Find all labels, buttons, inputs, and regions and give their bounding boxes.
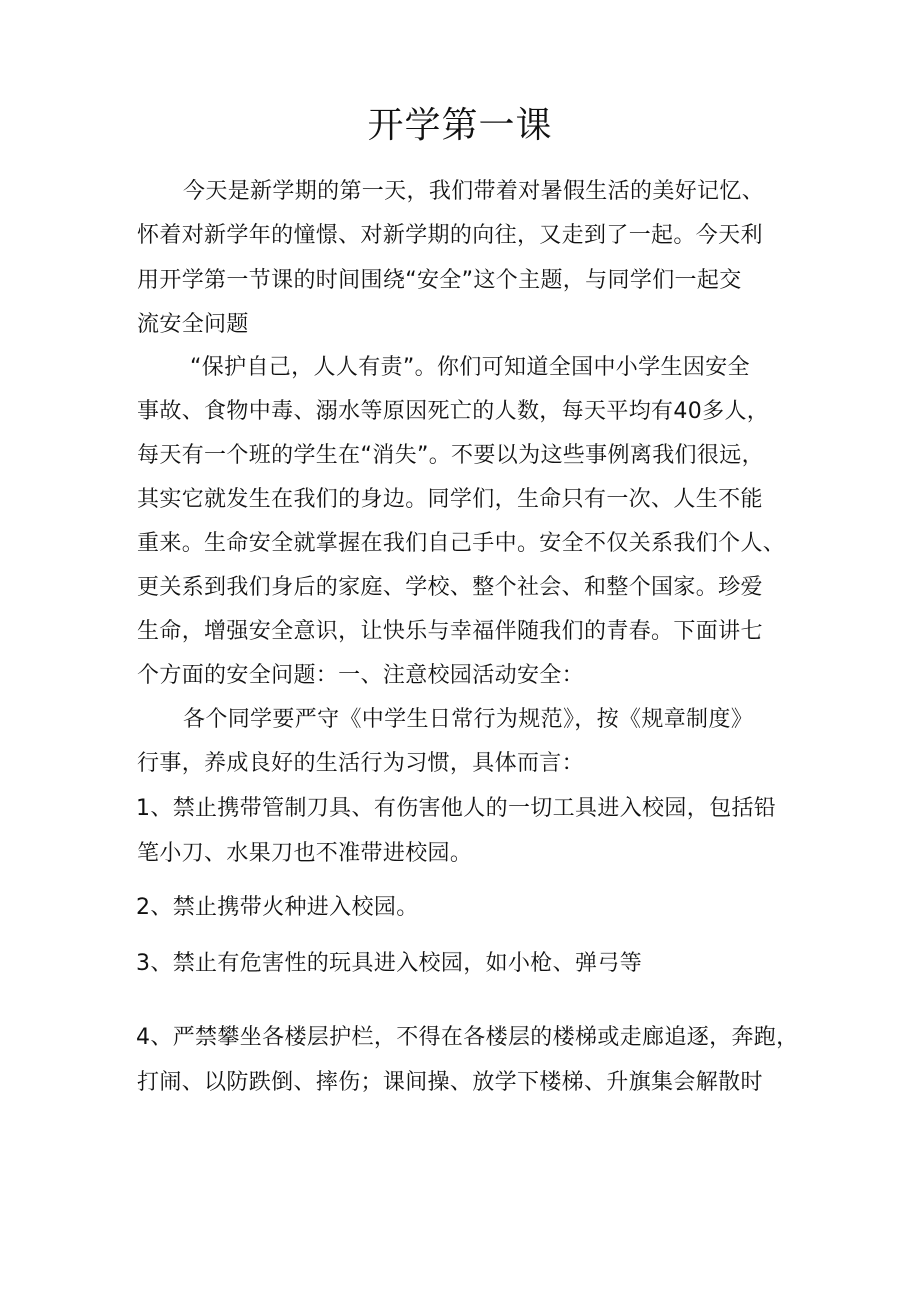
list-item-1-line-1: 1、禁止携带管制刀具、有伤害他人的一切工具进入校园，包括铅	[136, 796, 777, 821]
paragraph-2-line-3: 每天有一个班的学生在“消失”。不要以为这些事例离我们很远，	[137, 443, 764, 468]
paragraph-3-line-1: 各个同学要严守《中学生日常行为规范》，按《规章制度》	[183, 707, 754, 732]
paragraph-1-line-3: 用开学第一节课的时间围绕“安全”这个主题，与同学们一起交	[137, 268, 742, 293]
paragraph-2-line-2: 事故、食物中毒、溺水等原因死亡的人数，每天平均有40多人，	[137, 399, 770, 424]
list-item-2: 2、禁止携带火种进入校园。	[136, 895, 419, 920]
list-item-3: 3、禁止有危害性的玩具进入校园，如小枪、弹弓等	[136, 951, 643, 976]
paragraph-3-line-2: 行事，养成良好的生活行为习惯，具体而言：	[137, 751, 585, 776]
paragraph-2-line-4: 其实它就发生在我们的身边。同学们，生命只有一次、人生不能	[137, 487, 763, 512]
paragraph-2-line-1: “保护自己，人人有责”。你们可知道全国中小学生因安全	[190, 355, 750, 380]
list-item-4-line-2: 打闹、以防跌倒、摔伤；课间操、放学下楼梯、升旗集会解散时	[137, 1070, 763, 1095]
list-item-1-line-2: 笔小刀、水果刀也不准带进校园。	[137, 841, 473, 866]
paragraph-1-line-4: 流安全问题	[137, 312, 249, 337]
paragraph-2-line-6: 更关系到我们身后的家庭、学校、整个社会、和整个国家。珍爱	[137, 575, 763, 600]
paragraph-2-line-5: 重来。生命安全就掌握在我们自己手中。安全不仅关系我们个人、	[137, 531, 786, 556]
paragraph-2-line-8: 个方面的安全问题：一、注意校园活动安全：	[137, 663, 585, 688]
paragraph-2-line-7: 生命，增强安全意识，让快乐与幸福伴随我们的青春。下面讲七	[137, 619, 763, 644]
paragraph-1-line-1: 今天是新学期的第一天，我们带着对暑假生活的美好记忆、	[183, 179, 765, 204]
document-title: 开学第一课	[367, 105, 553, 146]
paragraph-1-line-2: 怀着对新学年的憧憬、对新学期的向往，又走到了一起。今天利	[137, 223, 763, 248]
list-item-4-line-1: 4、严禁攀坐各楼层护栏，不得在各楼层的楼梯或走廊追逐，奔跑，	[136, 1025, 799, 1050]
